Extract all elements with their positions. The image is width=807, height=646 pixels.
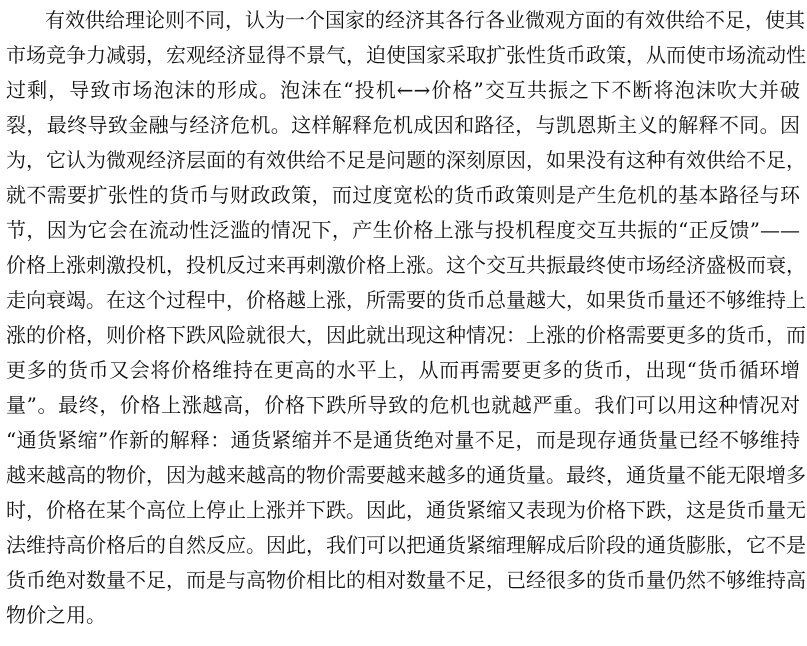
- paragraph-line: 时，价格在某个高位上停止上涨并下跌。因此，通货紧缩又表现为价格下跌，这是货币量无: [6, 498, 806, 522]
- paragraph-line: “通货紧缩”作新的解释：通货紧缩并不是通货绝对量不足，而是现存通货量已经不够维持: [6, 428, 800, 452]
- paragraph-line: 有效供给理论则不同，认为一个国家的经济其各行各业微观方面的有效供给不足，使其: [45, 8, 805, 32]
- paragraph-line: 货币绝对数量不足，而是与高物价相比的相对数量不足，已经很多的货币量仍然不够维持高: [6, 568, 806, 592]
- paragraph-line: 过剩，导致市场泡沫的形成。泡沫在“投机←→价格”交互共振之下不断将泡沫吹大并破: [6, 78, 800, 102]
- paragraph-line: 涨的价格，则价格下跌风险就很大，因此就出现这种情况：上涨的价格需要更多的货币，而: [6, 323, 806, 347]
- paragraph-line: 走向衰竭。在这个过程中，价格越上涨，所需要的货币总量越大，如果货币量还不够维持上: [6, 288, 806, 312]
- paragraph-line: 为，它认为微观经济层面的有效供给不足是问题的深刻原因，如果没有这种有效供给不足，: [6, 148, 806, 172]
- paragraph-line: 物价之用。: [6, 603, 106, 627]
- paragraph-line: 节，因为它会在流动性泛滥的情况下，产生价格上涨与投机程度交互共振的“正反馈”——: [6, 218, 800, 242]
- paragraph-line: 裂，最终导致金融与经济危机。这样解释危机成因和路径，与凯恩斯主义的解释不同。因: [6, 113, 800, 137]
- paragraph-line: 越来越高的物价，因为越来越高的物价需要越来越多的通货量。最终，通货量不能无限增多: [6, 463, 806, 487]
- paragraph-line: 更多的货币又会将价格维持在更高的水平上，从而再需要更多的货币，出现“货币循环增: [6, 358, 800, 382]
- paragraph-line: 价格上涨刺激投机，投机反过来再刺激价格上涨。这个交互共振最终使市场经济盛极而衰，: [6, 253, 806, 277]
- paragraph-line: 量”。最终，价格上涨越高，价格下跌所导致的危机也就越严重。我们可以用这种情况对: [6, 393, 800, 417]
- paragraph-line: 就不需要扩张性的货币与财政政策，而过度宽松的货币政策则是产生危机的基本路径与环: [6, 183, 800, 207]
- paragraph-line: 法维持高价格后的自然反应。因此，我们可以把通货紧缩理解成后阶段的通货膨胀，它不是: [6, 533, 806, 557]
- paragraph-line: 市场竞争力减弱，宏观经济显得不景气，迫使国家采取扩张性货币政策，从而使市场流动性: [6, 43, 806, 67]
